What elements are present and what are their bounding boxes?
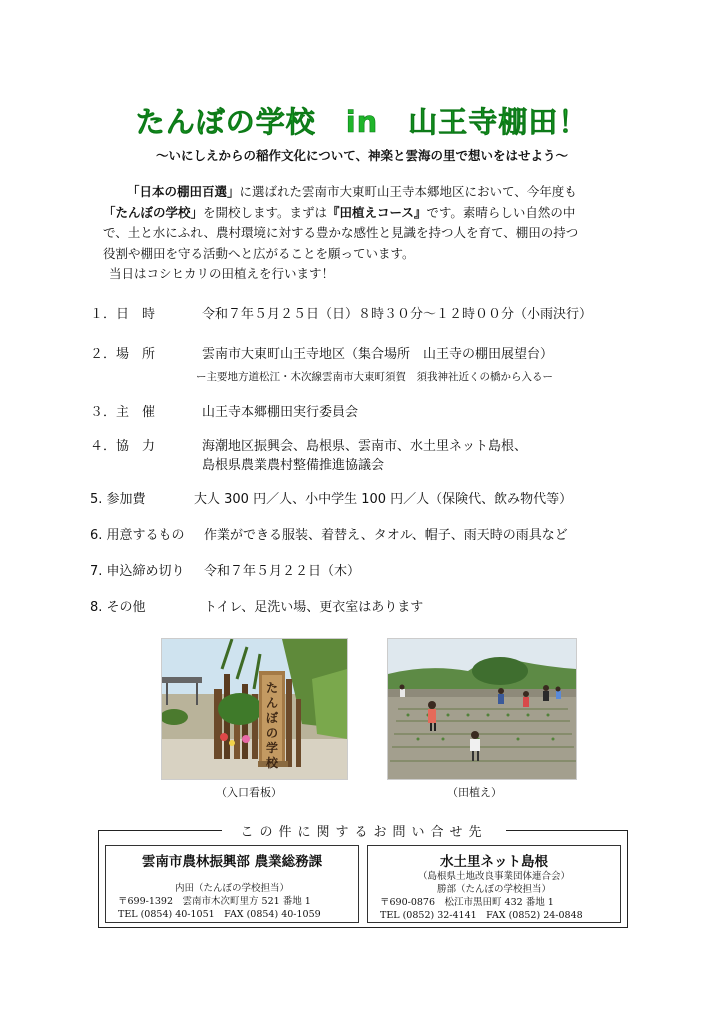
item-label: １．日 時 <box>90 307 156 322</box>
intro-line5: 当日はコシヒカリの田植えを行います！ <box>109 266 335 281</box>
item-label: ４．協 力 <box>90 439 156 454</box>
contact-heading-wrap <box>99 821 629 840</box>
place-directions-note: ー主要地方道松江・木次線雲南市大東町須賀 須我神社近くの橋から入るー <box>196 371 553 383</box>
item-label: ２．場 所 <box>90 347 156 362</box>
item-value: 雲南市大東町山王寺地区（集合場所 山王寺の棚田展望台） <box>202 347 554 362</box>
org-address: 〒690-0876 松江市黒田町 432 番地 1 <box>380 897 554 908</box>
intro-line1: に選ばれた雲南市大東町山王寺本郷地区において、今年度も <box>239 184 577 199</box>
item-value: 令和７年５月２２日（木） <box>204 564 361 579</box>
item-label: 5. 参加費 <box>90 492 146 507</box>
intro-line3: で、土と水にふれ、農村環境に対する豊かな感性と見識を持つ人を育て、棚田の持つ <box>103 225 579 240</box>
item-value: 山王寺本郷棚田実行委員会 <box>202 405 359 420</box>
org-person: 内田（たんぼの学校担当） <box>174 883 289 894</box>
intro-highlight-school: 「たんぼの学校」 <box>103 204 204 220</box>
org-phone: TEL (0852) 32-4141 FAX (0852) 24-0848 <box>380 910 583 921</box>
item-value: 作業ができる服装、着替え、タオル、帽子、雨天時の雨具など <box>204 528 568 543</box>
intro-highlight-hyakusen: 「日本の棚田百選」 <box>127 184 240 199</box>
org-person: 勝部（たんぼの学校担当） <box>436 884 551 895</box>
org-name: 水土里ネット島根 <box>440 854 548 870</box>
intro-line2: を開校します。まずは <box>203 204 328 220</box>
org-phone: TEL (0854) 40-1051 FAX (0854) 40-1059 <box>118 909 321 920</box>
org-sub: （島根県土地改良事業団体連合会） <box>417 871 570 882</box>
intro-line4: 役割や棚田を守る活動へと広がることを願っています。 <box>103 245 415 261</box>
intro-text <box>103 182 643 285</box>
org-name: 雲南市農林振興部 農業総務課 <box>141 854 323 870</box>
entrance-sign-photo <box>161 638 348 780</box>
item-label: ３．主 催 <box>90 405 156 420</box>
item-label: 8. その他 <box>90 600 146 615</box>
item-label: 6. 用意するもの <box>90 528 185 543</box>
item-value: トイレ、足洗い場、更衣室はあります <box>204 600 424 615</box>
entrance-sign-caption: （入口看板） <box>216 786 282 799</box>
org-address: 〒699-1392 雲南市木次町里方 521 番地 1 <box>118 896 311 907</box>
contact-box <box>98 825 628 928</box>
contact-org-midori <box>367 845 621 923</box>
entrance-sign-text: たんぼの学校 <box>265 681 278 770</box>
item-value: 海潮地区振興会、島根県、雲南市、水土里ネット島根、 <box>202 439 528 454</box>
item-value: 大人 300 円／人、小中学生 100 円／人（保険代、飲み物代等） <box>194 492 573 507</box>
item-label: 7. 申込締め切り <box>90 564 185 579</box>
page-title: たんぼの学校 in 山王寺棚田！ <box>135 105 589 139</box>
page-subtitle: ～いにしえからの稲作文化について、神楽と雲海の里で想いをはせよう～ <box>155 148 568 163</box>
rice-planting-caption: （田植え） <box>447 786 502 799</box>
contact-org-unnan <box>105 845 359 923</box>
intro-highlight-course: 『田植えコース』 <box>327 204 427 220</box>
contact-heading: この件に関するお問い合せ先 <box>222 825 505 840</box>
item-cooperation-line2: 島根県農業農村整備推進協議会 <box>202 458 385 473</box>
rice-planting-photo <box>387 638 577 780</box>
intro-line2-end: です。素晴らしい自然の中 <box>426 204 576 220</box>
item-value: 令和７年５月２５日（日）８時３０分～１２時００分（小雨決行） <box>202 307 593 322</box>
